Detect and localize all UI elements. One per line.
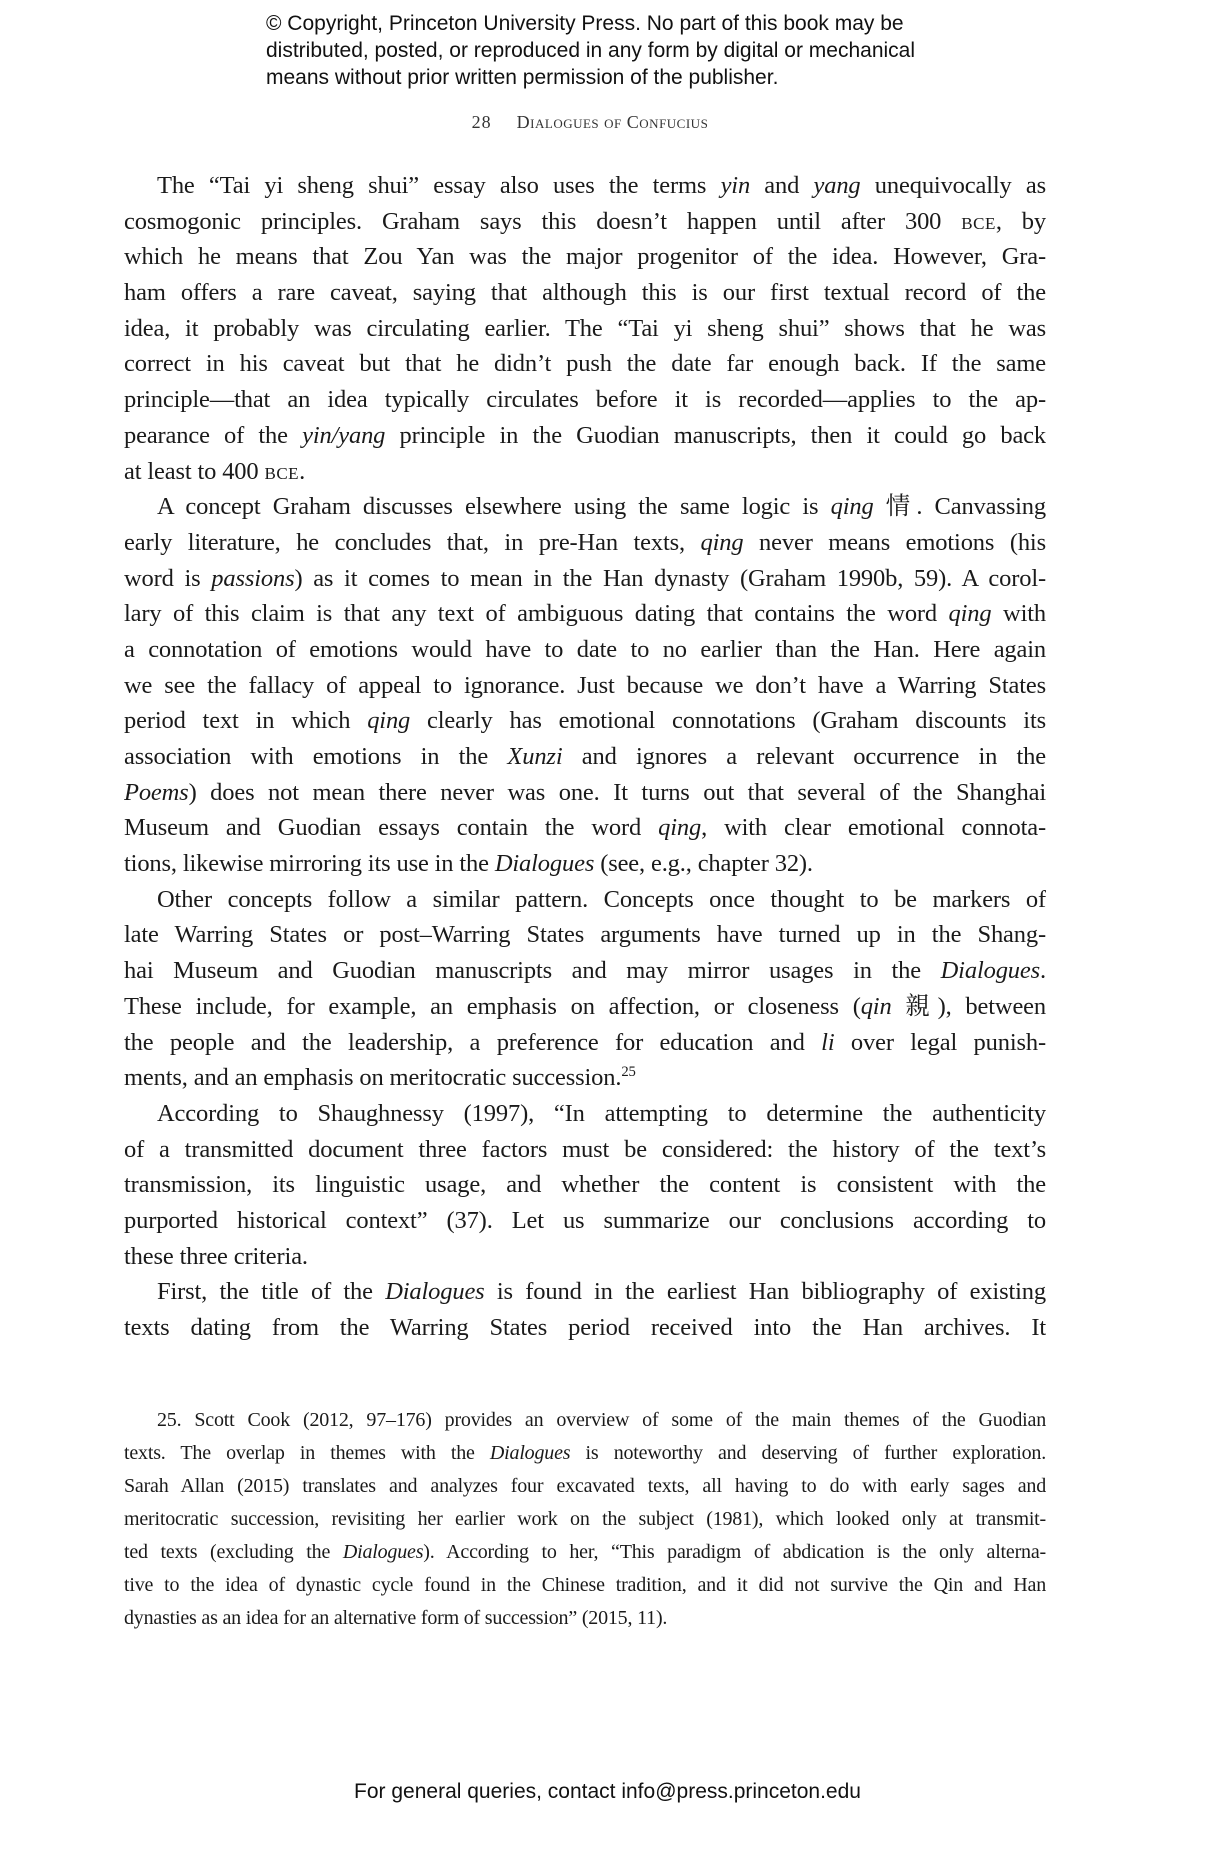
text-run: with: [991, 600, 1046, 628]
text-run: First, the title of the: [157, 1278, 386, 1306]
footnote-line: [124, 1404, 1046, 1437]
text-run: principle in the Guodian manuscripts, then it could go back: [385, 421, 1046, 449]
body-line: [124, 596, 1046, 632]
footnotes: [124, 1404, 1046, 1635]
text-run: Museum and Guodian essays contain the word: [124, 814, 659, 842]
text-run: is found in the earliest Han bibliography of existing: [484, 1278, 1046, 1306]
body-line: [124, 418, 1046, 454]
body-line: [124, 346, 1046, 382]
text-run: idea, it probably was circulating earlier. The “Tai yi sheng shui” shows that he was: [124, 314, 1046, 342]
text-run: A concept Graham discusses elsewhere using the same logic is: [157, 493, 831, 521]
footnote-line: [124, 1602, 1046, 1635]
text-run: , by: [995, 207, 1046, 235]
body-line: [124, 775, 1046, 811]
footer-contact: For general queries, contact info@press.princeton.edu: [354, 1780, 861, 1803]
text-run: Dialogues: [940, 957, 1041, 985]
text-run: association with emotions in the: [124, 743, 508, 770]
body-line: [124, 525, 1046, 561]
text-run: yang: [813, 172, 861, 199]
text-run: 情. Canvassing: [873, 493, 1046, 521]
text-run: late Warring States or post–Warring States arguments have turned up in the Shang-: [124, 921, 1046, 949]
body-line: [124, 810, 1046, 846]
body-line: [124, 739, 1046, 775]
text-run: qing: [658, 814, 702, 842]
text-run: tive to the idea of dynastic cycle found in the Chinese tradition, and it did not survive the Qin and Han: [124, 1574, 1046, 1596]
text-run: yin/yang: [302, 421, 386, 449]
body-line: [124, 1167, 1046, 1203]
text-run: lary of this claim is that any text of ambiguous dating that contains the word: [124, 600, 949, 628]
text-run: which he means that Zou Yan was the major progenitor of the idea. However, Gra-: [124, 243, 1046, 271]
text-run: 親), between: [891, 992, 1046, 1020]
text-run: Xunzi: [507, 743, 563, 770]
text-run: transmission, its linguistic usage, and whether the content is consistent with the: [124, 1171, 1046, 1199]
text-run: Sarah Allan (2015) translates and analyzes four excavated texts, all having to do with early sages and: [124, 1475, 1046, 1497]
body-line: [124, 561, 1046, 597]
body-line: [124, 1025, 1046, 1061]
text-run: purported historical context” (37). Let us summarize our conclusions according to: [124, 1206, 1046, 1234]
text-run: principle—that an idea typically circulates before it is recorded—applies to the ap-: [124, 386, 1046, 414]
text-run: passions: [211, 564, 295, 592]
body-line: [124, 953, 1046, 989]
footnote-line: [124, 1536, 1046, 1569]
running-head: [0, 112, 1180, 133]
text-run: over legal punish-: [834, 1028, 1046, 1056]
text-run: period text in which: [124, 707, 368, 735]
text-run: of a transmitted document three factors must be considered: the history of the text’s: [124, 1135, 1046, 1163]
text-run: we see the fallacy of appeal to ignorance. Just because we don’t have a Warring States: [124, 671, 1046, 699]
body-line: [124, 1132, 1046, 1168]
body-line: [124, 1203, 1046, 1239]
body-line: [124, 275, 1046, 311]
body-line: [124, 489, 1046, 525]
body-line: [124, 1060, 1046, 1096]
body-line: [124, 382, 1046, 418]
text-run: .: [299, 457, 306, 485]
text-run: and: [750, 172, 814, 199]
text-run: texts dating from the Warring States period received into the Han archives. It: [124, 1314, 1046, 1341]
text-run: The “Tai yi sheng shui” essay also uses the terms: [157, 172, 721, 199]
text-run: Dialogues: [342, 1541, 424, 1563]
text-run: ham offers a rare caveat, saying that although this is our first textual record of the: [124, 279, 1046, 307]
text-run: cosmogonic principles. Graham says this doesn’t happen until after 300: [124, 207, 962, 235]
body-line: [124, 668, 1046, 704]
text-run: qin: [860, 992, 892, 1020]
body-line: [124, 703, 1046, 739]
page-number: 28: [471, 112, 492, 132]
text-run: ) as it comes to mean in the Han dynasty (Graham 1990b, 59). A corol-: [294, 564, 1046, 592]
body-line: [124, 846, 1046, 882]
text-run: ). According to her, “This paradigm of abdication is the only alterna-: [423, 1541, 1046, 1563]
text-run: Other concepts follow a similar pattern. Concepts once thought to be markers of: [157, 885, 1046, 913]
text-run: According to Shaughnessy (1997), “In attempting to determine the authenticity: [157, 1099, 1046, 1127]
text-run: ted texts (excluding the: [124, 1541, 343, 1563]
body-line: [124, 454, 1046, 490]
text-run: qing: [948, 600, 992, 628]
footnote-line: [124, 1470, 1046, 1503]
body-line: [124, 989, 1046, 1025]
text-run: at least to 400: [124, 457, 265, 485]
text-run: bce: [264, 457, 300, 485]
text-run: the people and the leadership, a preference for education and: [124, 1028, 822, 1056]
text-run: is noteworthy and deserving of further exploration.: [570, 1442, 1046, 1464]
copyright-line: distributed, posted, or reproduced in any form by digital or mechanical: [266, 39, 916, 62]
footnote-line: [124, 1503, 1046, 1536]
text-run: dynasties as an idea for an alternative form of succession” (2015, 11).: [124, 1607, 668, 1629]
text-run: yin: [720, 172, 751, 199]
text-run: qing: [367, 707, 411, 735]
text-run: bce: [961, 207, 996, 235]
body-line: [124, 1239, 1046, 1275]
text-run: and ignores a relevant occurrence in the: [562, 743, 1046, 770]
text-run: never means emotions (his: [743, 528, 1046, 556]
text-run: qing: [830, 493, 874, 521]
text-run: Dialogues: [385, 1278, 485, 1306]
body-line: [124, 311, 1046, 347]
body-line: [124, 204, 1046, 240]
text-run: word is: [124, 564, 212, 592]
footnote-line: [124, 1569, 1046, 1602]
body-line: [124, 1310, 1046, 1346]
text-run: These include, for example, an emphasis on affection, or closeness (: [124, 992, 861, 1020]
body-line: [124, 1274, 1046, 1310]
body-line: [124, 1096, 1046, 1132]
text-run: clearly has emotional connotations (Graham discounts its: [410, 707, 1046, 735]
text-run: tions, likewise mirroring its use in the: [124, 850, 495, 878]
copyright-line: means without prior written permission of the publisher.: [266, 66, 779, 89]
body-text: [124, 168, 1046, 1346]
footnote-reference: 25: [621, 1064, 636, 1081]
text-run: correct in his caveat but that he didn’t push the date far enough back. If the same: [124, 350, 1046, 378]
text-run: 25. Scott Cook (2012, 97–176) provides an overview of some of the main themes of the Guodian: [157, 1409, 1046, 1431]
body-line: [124, 239, 1046, 275]
text-run: .: [1040, 957, 1046, 985]
text-run: ) does not mean there never was one. It turns out that several of the Shanghai: [188, 778, 1046, 806]
text-run: , with clear emotional connota-: [701, 814, 1046, 842]
copyright-line: © Copyright, Princeton University Press. No part of this book may be: [266, 12, 904, 35]
text-run: (see, e.g., chapter 32).: [594, 850, 813, 878]
text-run: these three criteria.: [124, 1242, 308, 1270]
body-line: [124, 917, 1046, 953]
body-line: [124, 168, 1046, 204]
text-run: li: [821, 1028, 835, 1056]
body-line: [124, 632, 1046, 668]
book-title: Dialogues of Confucius: [516, 112, 709, 132]
text-run: pearance of the: [124, 421, 303, 449]
text-run: Poems: [124, 778, 189, 806]
text-run: Dialogues: [489, 1442, 571, 1464]
text-run: early literature, he concludes that, in pre-Han texts,: [124, 528, 701, 556]
text-run: texts. The overlap in themes with the: [124, 1442, 490, 1464]
text-run: hai Museum and Guodian manuscripts and may mirror usages in the: [124, 957, 941, 985]
text-run: Dialogues: [494, 850, 595, 878]
text-run: a connotation of emotions would have to date to no earlier than the Han. Here again: [124, 635, 1046, 663]
text-run: ments, and an emphasis on meritocratic succession.: [124, 1064, 622, 1092]
text-run: meritocratic succession, revisiting her earlier work on the subject (1981), which looked only at transmit-: [124, 1508, 1046, 1530]
footnote-line: [124, 1437, 1046, 1470]
copyright-notice: [266, 10, 915, 91]
body-line: [124, 882, 1046, 918]
text-run: qing: [700, 528, 744, 556]
text-run: unequivocally as: [860, 172, 1046, 199]
